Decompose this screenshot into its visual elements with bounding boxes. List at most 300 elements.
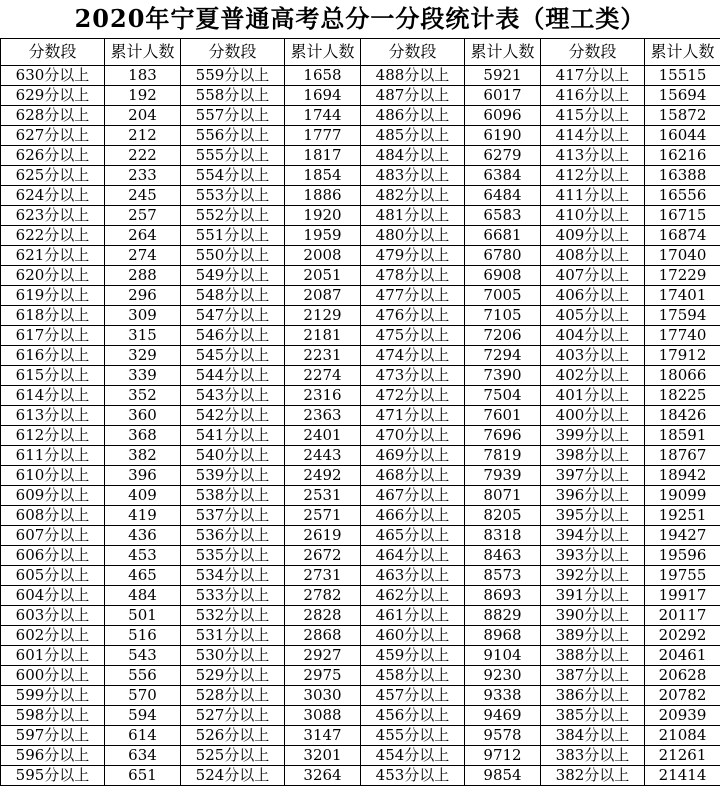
- cell-score-range-4: 408分以上: [541, 246, 645, 266]
- cell-score-range-2: 555分以上: [181, 146, 285, 166]
- cell-score-range-4: 389分以上: [541, 626, 645, 646]
- cell-score-range-2: 543分以上: [181, 386, 285, 406]
- cell-score-range-1: 611分以上: [1, 446, 105, 466]
- header-score-range-2: 分数段: [181, 39, 285, 66]
- cell-score-range-1: 613分以上: [1, 406, 105, 426]
- cell-cumulative-count-3: 6780: [465, 246, 541, 266]
- cell-score-range-4: 388分以上: [541, 646, 645, 666]
- cell-cumulative-count-3: 7005: [465, 286, 541, 306]
- cell-cumulative-count-3: 7601: [465, 406, 541, 426]
- cell-cumulative-count-3: 6681: [465, 226, 541, 246]
- cell-cumulative-count-1: 183: [105, 66, 181, 86]
- cell-cumulative-count-1: 309: [105, 306, 181, 326]
- cell-score-range-4: 407分以上: [541, 266, 645, 286]
- cell-cumulative-count-3: 8829: [465, 606, 541, 626]
- cell-cumulative-count-4: 16874: [645, 226, 720, 246]
- cell-cumulative-count-3: 8318: [465, 526, 541, 546]
- table-row: [1, 126, 720, 146]
- cell-score-range-2: 532分以上: [181, 606, 285, 626]
- cell-cumulative-count-2: 3264: [285, 766, 361, 786]
- cell-score-range-4: 410分以上: [541, 206, 645, 226]
- cell-score-range-2: 534分以上: [181, 566, 285, 586]
- cell-cumulative-count-1: 419: [105, 506, 181, 526]
- cell-score-range-1: 628分以上: [1, 106, 105, 126]
- table-row: [1, 546, 720, 566]
- table-row: [1, 86, 720, 106]
- cell-cumulative-count-1: 634: [105, 746, 181, 766]
- cell-score-range-4: 386分以上: [541, 686, 645, 706]
- header-score-range-1: 分数段: [1, 39, 105, 66]
- cell-cumulative-count-1: 315: [105, 326, 181, 346]
- table-row: [1, 526, 720, 546]
- cell-score-range-1: 607分以上: [1, 526, 105, 546]
- page-title: 2020年宁夏普通高考总分一分段统计表（理工类）: [74, 4, 646, 33]
- cell-cumulative-count-4: 17040: [645, 246, 720, 266]
- table-row: [1, 686, 720, 706]
- cell-score-range-2: 542分以上: [181, 406, 285, 426]
- cell-score-range-3: 486分以上: [361, 106, 465, 126]
- cell-score-range-3: 462分以上: [361, 586, 465, 606]
- cell-score-range-1: 604分以上: [1, 586, 105, 606]
- cell-score-range-3: 482分以上: [361, 186, 465, 206]
- table-body: [1, 66, 720, 786]
- cell-cumulative-count-2: 2927: [285, 646, 361, 666]
- table-row: [1, 106, 720, 126]
- cell-cumulative-count-3: 7105: [465, 306, 541, 326]
- cell-score-range-1: 620分以上: [1, 266, 105, 286]
- cell-score-range-3: 483分以上: [361, 166, 465, 186]
- cell-score-range-1: 622分以上: [1, 226, 105, 246]
- cell-score-range-1: 627分以上: [1, 126, 105, 146]
- table-row: [1, 706, 720, 726]
- cell-score-range-3: 478分以上: [361, 266, 465, 286]
- cell-score-range-3: 485分以上: [361, 126, 465, 146]
- cell-cumulative-count-1: 396: [105, 466, 181, 486]
- cell-score-range-1: 605分以上: [1, 566, 105, 586]
- cell-score-range-3: 488分以上: [361, 66, 465, 86]
- cell-score-range-4: 400分以上: [541, 406, 645, 426]
- cell-score-range-3: 456分以上: [361, 706, 465, 726]
- cell-cumulative-count-3: 8071: [465, 486, 541, 506]
- cell-cumulative-count-4: 19596: [645, 546, 720, 566]
- table-row: [1, 266, 720, 286]
- header-cumulative-count-2: 累计人数: [285, 39, 361, 66]
- cell-cumulative-count-4: 16556: [645, 186, 720, 206]
- cell-score-range-2: 559分以上: [181, 66, 285, 86]
- cell-score-range-4: 406分以上: [541, 286, 645, 306]
- cell-score-range-3: 466分以上: [361, 506, 465, 526]
- cell-cumulative-count-4: 20461: [645, 646, 720, 666]
- cell-score-range-1: 615分以上: [1, 366, 105, 386]
- cell-cumulative-count-1: 288: [105, 266, 181, 286]
- cell-score-range-4: 395分以上: [541, 506, 645, 526]
- cell-cumulative-count-3: 6017: [465, 86, 541, 106]
- cell-score-range-3: 467分以上: [361, 486, 465, 506]
- cell-score-range-4: 409分以上: [541, 226, 645, 246]
- cell-score-range-4: 402分以上: [541, 366, 645, 386]
- cell-cumulative-count-2: 2008: [285, 246, 361, 266]
- cell-cumulative-count-2: 1959: [285, 226, 361, 246]
- header-score-range-3: 分数段: [361, 39, 465, 66]
- cell-cumulative-count-2: 2087: [285, 286, 361, 306]
- cell-cumulative-count-4: 19427: [645, 526, 720, 546]
- header-cumulative-count-3: 累计人数: [465, 39, 541, 66]
- cell-cumulative-count-4: 16715: [645, 206, 720, 226]
- cell-cumulative-count-4: 20292: [645, 626, 720, 646]
- cell-score-range-2: 540分以上: [181, 446, 285, 466]
- cell-cumulative-count-1: 484: [105, 586, 181, 606]
- cell-cumulative-count-2: 2316: [285, 386, 361, 406]
- cell-cumulative-count-2: 3147: [285, 726, 361, 746]
- cell-cumulative-count-4: 21084: [645, 726, 720, 746]
- table-row: [1, 246, 720, 266]
- cell-cumulative-count-2: 1744: [285, 106, 361, 126]
- cell-score-range-4: 397分以上: [541, 466, 645, 486]
- cell-score-range-3: 461分以上: [361, 606, 465, 626]
- table-header-row: [1, 39, 720, 66]
- cell-cumulative-count-2: 2181: [285, 326, 361, 346]
- cell-score-range-2: 525分以上: [181, 746, 285, 766]
- cell-score-range-2: 528分以上: [181, 686, 285, 706]
- cell-score-range-4: 383分以上: [541, 746, 645, 766]
- cell-cumulative-count-3: 8693: [465, 586, 541, 606]
- cell-cumulative-count-2: 2401: [285, 426, 361, 446]
- cell-score-range-2: 536分以上: [181, 526, 285, 546]
- cell-score-range-3: 460分以上: [361, 626, 465, 646]
- cell-score-range-1: 600分以上: [1, 666, 105, 686]
- cell-cumulative-count-1: 516: [105, 626, 181, 646]
- cell-score-range-4: 384分以上: [541, 726, 645, 746]
- cell-cumulative-count-3: 6484: [465, 186, 541, 206]
- cell-cumulative-count-3: 9469: [465, 706, 541, 726]
- cell-cumulative-count-3: 9338: [465, 686, 541, 706]
- table-row: [1, 326, 720, 346]
- cell-score-range-4: 411分以上: [541, 186, 645, 206]
- cell-score-range-3: 476分以上: [361, 306, 465, 326]
- cell-cumulative-count-3: 7696: [465, 426, 541, 446]
- cell-cumulative-count-2: 2274: [285, 366, 361, 386]
- cell-score-range-4: 401分以上: [541, 386, 645, 406]
- cell-cumulative-count-4: 17912: [645, 346, 720, 366]
- cell-score-range-1: 602分以上: [1, 626, 105, 646]
- cell-cumulative-count-3: 7390: [465, 366, 541, 386]
- cell-cumulative-count-2: 2571: [285, 506, 361, 526]
- cell-cumulative-count-1: 614: [105, 726, 181, 746]
- table-row: [1, 386, 720, 406]
- table-row: [1, 726, 720, 746]
- table-row: [1, 586, 720, 606]
- cell-score-range-1: 630分以上: [1, 66, 105, 86]
- cell-cumulative-count-1: 501: [105, 606, 181, 626]
- cell-score-range-4: 391分以上: [541, 586, 645, 606]
- cell-cumulative-count-4: 20117: [645, 606, 720, 626]
- cell-score-range-2: 531分以上: [181, 626, 285, 646]
- cell-cumulative-count-2: 2443: [285, 446, 361, 466]
- cell-cumulative-count-1: 339: [105, 366, 181, 386]
- cell-score-range-1: 599分以上: [1, 686, 105, 706]
- cell-cumulative-count-4: 18426: [645, 406, 720, 426]
- cell-cumulative-count-2: 2782: [285, 586, 361, 606]
- cell-cumulative-count-3: 8968: [465, 626, 541, 646]
- table-row: [1, 746, 720, 766]
- cell-cumulative-count-4: 18066: [645, 366, 720, 386]
- cell-score-range-1: 618分以上: [1, 306, 105, 326]
- cell-cumulative-count-2: 3201: [285, 746, 361, 766]
- cell-score-range-3: 465分以上: [361, 526, 465, 546]
- cell-cumulative-count-3: 9712: [465, 746, 541, 766]
- cell-score-range-3: 473分以上: [361, 366, 465, 386]
- cell-cumulative-count-3: 5921: [465, 66, 541, 86]
- header-score-range-4: 分数段: [541, 39, 645, 66]
- cell-score-range-2: 550分以上: [181, 246, 285, 266]
- cell-score-range-1: 626分以上: [1, 146, 105, 166]
- cell-cumulative-count-3: 9230: [465, 666, 541, 686]
- cell-score-range-3: 463分以上: [361, 566, 465, 586]
- cell-cumulative-count-4: 17740: [645, 326, 720, 346]
- cell-cumulative-count-4: 19099: [645, 486, 720, 506]
- cell-score-range-1: 610分以上: [1, 466, 105, 486]
- cell-cumulative-count-3: 8573: [465, 566, 541, 586]
- cell-cumulative-count-1: 257: [105, 206, 181, 226]
- cell-score-range-2: 538分以上: [181, 486, 285, 506]
- cell-score-range-3: 484分以上: [361, 146, 465, 166]
- cell-cumulative-count-3: 7294: [465, 346, 541, 366]
- cell-score-range-3: 475分以上: [361, 326, 465, 346]
- cell-score-range-2: 554分以上: [181, 166, 285, 186]
- table-row: [1, 666, 720, 686]
- cell-score-range-4: 414分以上: [541, 126, 645, 146]
- cell-score-range-3: 487分以上: [361, 86, 465, 106]
- cell-cumulative-count-1: 409: [105, 486, 181, 506]
- cell-cumulative-count-1: 212: [105, 126, 181, 146]
- cell-score-range-1: 601分以上: [1, 646, 105, 666]
- cell-score-range-4: 387分以上: [541, 666, 645, 686]
- cell-cumulative-count-3: 8463: [465, 546, 541, 566]
- cell-cumulative-count-2: 2975: [285, 666, 361, 686]
- cell-score-range-4: 399分以上: [541, 426, 645, 446]
- cell-score-range-1: 608分以上: [1, 506, 105, 526]
- table-row: [1, 426, 720, 446]
- cell-cumulative-count-4: 19917: [645, 586, 720, 606]
- cell-cumulative-count-4: 20939: [645, 706, 720, 726]
- table-row: [1, 146, 720, 166]
- cell-cumulative-count-1: 222: [105, 146, 181, 166]
- table-row: [1, 506, 720, 526]
- cell-score-range-4: 405分以上: [541, 306, 645, 326]
- cell-score-range-3: 480分以上: [361, 226, 465, 246]
- cell-score-range-2: 545分以上: [181, 346, 285, 366]
- cell-cumulative-count-1: 233: [105, 166, 181, 186]
- cell-score-range-2: 541分以上: [181, 426, 285, 446]
- cell-cumulative-count-3: 7939: [465, 466, 541, 486]
- cell-cumulative-count-2: 3030: [285, 686, 361, 706]
- cell-score-range-3: 474分以上: [361, 346, 465, 366]
- cell-cumulative-count-4: 18225: [645, 386, 720, 406]
- cell-score-range-3: 470分以上: [361, 426, 465, 446]
- cell-score-range-1: 619分以上: [1, 286, 105, 306]
- cell-cumulative-count-4: 18591: [645, 426, 720, 446]
- cell-cumulative-count-1: 570: [105, 686, 181, 706]
- cell-cumulative-count-2: 2619: [285, 526, 361, 546]
- cell-cumulative-count-3: 9854: [465, 766, 541, 786]
- cell-cumulative-count-4: 15515: [645, 66, 720, 86]
- cell-score-range-4: 393分以上: [541, 546, 645, 566]
- cell-cumulative-count-4: 16044: [645, 126, 720, 146]
- cell-cumulative-count-1: 245: [105, 186, 181, 206]
- cell-cumulative-count-2: 3088: [285, 706, 361, 726]
- cell-score-range-1: 616分以上: [1, 346, 105, 366]
- table-row: [1, 66, 720, 86]
- cell-score-range-2: 546分以上: [181, 326, 285, 346]
- cell-cumulative-count-4: 16388: [645, 166, 720, 186]
- table-row: [1, 566, 720, 586]
- cell-score-range-2: 526分以上: [181, 726, 285, 746]
- cell-cumulative-count-2: 2531: [285, 486, 361, 506]
- cell-score-range-3: 468分以上: [361, 466, 465, 486]
- cell-cumulative-count-2: 1854: [285, 166, 361, 186]
- cell-score-range-2: 527分以上: [181, 706, 285, 726]
- cell-cumulative-count-3: 6279: [465, 146, 541, 166]
- cell-cumulative-count-1: 543: [105, 646, 181, 666]
- cell-cumulative-count-4: 21414: [645, 766, 720, 786]
- cell-cumulative-count-4: 18942: [645, 466, 720, 486]
- cell-score-range-3: 453分以上: [361, 766, 465, 786]
- cell-score-range-4: 392分以上: [541, 566, 645, 586]
- cell-cumulative-count-3: 7819: [465, 446, 541, 466]
- cell-score-range-3: 464分以上: [361, 546, 465, 566]
- table-row: [1, 206, 720, 226]
- cell-score-range-3: 455分以上: [361, 726, 465, 746]
- cell-cumulative-count-3: 8205: [465, 506, 541, 526]
- cell-cumulative-count-3: 7504: [465, 386, 541, 406]
- cell-score-range-2: 548分以上: [181, 286, 285, 306]
- cell-score-range-2: 556分以上: [181, 126, 285, 146]
- cell-score-range-1: 609分以上: [1, 486, 105, 506]
- cell-cumulative-count-1: 465: [105, 566, 181, 586]
- table-row: [1, 306, 720, 326]
- table-row: [1, 606, 720, 626]
- cell-cumulative-count-2: 1694: [285, 86, 361, 106]
- cell-score-range-3: 459分以上: [361, 646, 465, 666]
- cell-score-range-3: 458分以上: [361, 666, 465, 686]
- cell-cumulative-count-2: 1886: [285, 186, 361, 206]
- cell-score-range-3: 477分以上: [361, 286, 465, 306]
- cell-cumulative-count-2: 1817: [285, 146, 361, 166]
- cell-score-range-2: 552分以上: [181, 206, 285, 226]
- cell-score-range-4: 394分以上: [541, 526, 645, 546]
- cell-score-range-4: 415分以上: [541, 106, 645, 126]
- cell-score-range-3: 481分以上: [361, 206, 465, 226]
- cell-cumulative-count-3: 9104: [465, 646, 541, 666]
- cell-score-range-4: 413分以上: [541, 146, 645, 166]
- cell-cumulative-count-4: 21261: [645, 746, 720, 766]
- cell-score-range-1: 614分以上: [1, 386, 105, 406]
- header-cumulative-count-1: 累计人数: [105, 39, 181, 66]
- cell-score-range-3: 471分以上: [361, 406, 465, 426]
- cell-cumulative-count-4: 15872: [645, 106, 720, 126]
- table-row: [1, 186, 720, 206]
- cell-score-range-2: 537分以上: [181, 506, 285, 526]
- cell-score-range-4: 398分以上: [541, 446, 645, 466]
- cell-cumulative-count-1: 556: [105, 666, 181, 686]
- cell-score-range-1: 612分以上: [1, 426, 105, 446]
- cell-cumulative-count-2: 2051: [285, 266, 361, 286]
- cell-cumulative-count-1: 352: [105, 386, 181, 406]
- table-row: [1, 406, 720, 426]
- table-row: [1, 346, 720, 366]
- table-row: [1, 286, 720, 306]
- cell-score-range-4: 390分以上: [541, 606, 645, 626]
- cell-cumulative-count-3: 6583: [465, 206, 541, 226]
- cell-score-range-1: 623分以上: [1, 206, 105, 226]
- cell-cumulative-count-4: 18767: [645, 446, 720, 466]
- cell-score-range-2: 557分以上: [181, 106, 285, 126]
- cell-cumulative-count-4: 20628: [645, 666, 720, 686]
- cell-score-range-2: 529分以上: [181, 666, 285, 686]
- cell-score-range-1: 598分以上: [1, 706, 105, 726]
- cell-score-range-1: 624分以上: [1, 186, 105, 206]
- table-row: [1, 646, 720, 666]
- cell-cumulative-count-4: 17229: [645, 266, 720, 286]
- cell-cumulative-count-1: 368: [105, 426, 181, 446]
- cell-score-range-4: 382分以上: [541, 766, 645, 786]
- cell-cumulative-count-1: 329: [105, 346, 181, 366]
- table-row: [1, 446, 720, 466]
- cell-score-range-3: 479分以上: [361, 246, 465, 266]
- cell-cumulative-count-1: 204: [105, 106, 181, 126]
- cell-cumulative-count-3: 7206: [465, 326, 541, 346]
- cell-cumulative-count-1: 594: [105, 706, 181, 726]
- cell-cumulative-count-4: 15694: [645, 86, 720, 106]
- cell-score-range-3: 469分以上: [361, 446, 465, 466]
- cell-score-range-2: 558分以上: [181, 86, 285, 106]
- cell-score-range-4: 416分以上: [541, 86, 645, 106]
- cell-score-range-1: 595分以上: [1, 766, 105, 786]
- cell-cumulative-count-2: 2129: [285, 306, 361, 326]
- cell-score-range-1: 625分以上: [1, 166, 105, 186]
- cell-cumulative-count-4: 17401: [645, 286, 720, 306]
- table-row: [1, 486, 720, 506]
- cell-cumulative-count-2: 2672: [285, 546, 361, 566]
- table-row: [1, 166, 720, 186]
- cell-cumulative-count-3: 6384: [465, 166, 541, 186]
- cell-score-range-1: 629分以上: [1, 86, 105, 106]
- cell-score-range-3: 457分以上: [361, 686, 465, 706]
- cell-cumulative-count-2: 1920: [285, 206, 361, 226]
- table-row: [1, 226, 720, 246]
- cell-cumulative-count-2: 2731: [285, 566, 361, 586]
- cell-score-range-4: 385分以上: [541, 706, 645, 726]
- cell-score-range-3: 454分以上: [361, 746, 465, 766]
- cell-cumulative-count-1: 360: [105, 406, 181, 426]
- cell-score-range-2: 549分以上: [181, 266, 285, 286]
- cell-score-range-2: 551分以上: [181, 226, 285, 246]
- table-row: [1, 366, 720, 386]
- cell-score-range-4: 396分以上: [541, 486, 645, 506]
- cell-cumulative-count-2: 1658: [285, 66, 361, 86]
- cell-cumulative-count-3: 6096: [465, 106, 541, 126]
- cell-cumulative-count-3: 9578: [465, 726, 541, 746]
- cell-cumulative-count-3: 6908: [465, 266, 541, 286]
- cell-score-range-1: 617分以上: [1, 326, 105, 346]
- cell-cumulative-count-1: 296: [105, 286, 181, 306]
- cell-cumulative-count-3: 6190: [465, 126, 541, 146]
- cell-score-range-4: 403分以上: [541, 346, 645, 366]
- cell-cumulative-count-4: 17594: [645, 306, 720, 326]
- cell-score-range-1: 596分以上: [1, 746, 105, 766]
- cell-cumulative-count-2: 2363: [285, 406, 361, 426]
- cell-cumulative-count-4: 16216: [645, 146, 720, 166]
